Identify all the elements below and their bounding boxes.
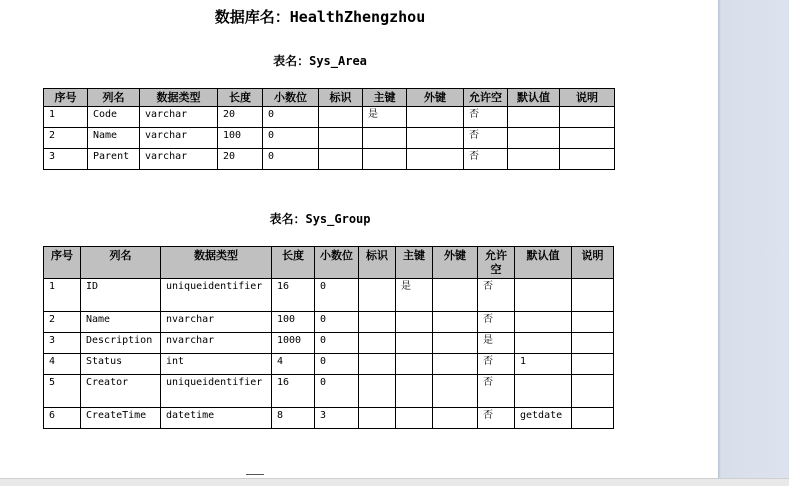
schema-table-sys-area [43, 88, 615, 170]
table-cell: 2 [44, 312, 81, 333]
table-cell [572, 375, 614, 408]
header-cell: 允许空 [478, 247, 515, 279]
table-cell: 1 [44, 279, 81, 312]
table-cell: 8 [272, 408, 315, 429]
header-cell: 小数位 [315, 247, 359, 279]
table-cell [396, 312, 433, 333]
table-cell: 是 [363, 107, 407, 128]
table-cell: ID [81, 279, 161, 312]
table-cell: Name [88, 128, 140, 149]
header-cell: 允许空 [464, 89, 508, 107]
table-cell: Name [81, 312, 161, 333]
table-cell [359, 279, 396, 312]
table-cell [433, 312, 478, 333]
table-cell: 4 [44, 354, 81, 375]
table-row [44, 149, 615, 170]
table-cell [359, 408, 396, 429]
table-cell [359, 375, 396, 408]
table-cell: 0 [315, 279, 359, 312]
table-cell: 5 [44, 375, 81, 408]
table-cell [359, 312, 396, 333]
table-cell [572, 408, 614, 429]
table-cell: 否 [478, 375, 515, 408]
table-cell [407, 149, 464, 170]
table-cell [433, 279, 478, 312]
table-cell [359, 333, 396, 354]
table-cell: 1 [44, 107, 88, 128]
table-row [44, 128, 615, 149]
header-cell: 说明 [572, 247, 614, 279]
table-cell [363, 149, 407, 170]
header-cell: 标识 [319, 89, 363, 107]
table-cell: 是 [396, 279, 433, 312]
table-cell [319, 107, 363, 128]
table-cell: 0 [315, 354, 359, 375]
table-row [44, 312, 614, 333]
table-cell [396, 375, 433, 408]
table-cell [396, 333, 433, 354]
table-cell: 4 [272, 354, 315, 375]
table-cell [396, 408, 433, 429]
table-cell: CreateTime [81, 408, 161, 429]
table-cell: Parent [88, 149, 140, 170]
table-header-row [44, 89, 615, 107]
table-cell: 16 [272, 279, 315, 312]
table-cell: 是 [478, 333, 515, 354]
table-row [44, 107, 615, 128]
table-cell: Description [81, 333, 161, 354]
table-cell: varchar [140, 149, 218, 170]
header-cell: 默认值 [515, 247, 572, 279]
table-cell [433, 333, 478, 354]
header-cell: 长度 [272, 247, 315, 279]
table-cell [560, 128, 615, 149]
table-cell: varchar [140, 107, 218, 128]
table-cell [433, 375, 478, 408]
table-header-row [44, 247, 614, 279]
table-cell: 16 [272, 375, 315, 408]
table-cell [407, 128, 464, 149]
table-row [44, 354, 614, 375]
table-cell [363, 128, 407, 149]
header-cell: 说明 [560, 89, 615, 107]
table-cell [508, 107, 560, 128]
header-cell: 主键 [363, 89, 407, 107]
header-cell: 默认值 [508, 89, 560, 107]
table-cell: 1000 [272, 333, 315, 354]
table-cell [515, 279, 572, 312]
table-cell: Status [81, 354, 161, 375]
table-cell: uniqueidentifier [161, 279, 272, 312]
table-cell: 否 [478, 354, 515, 375]
table-row [44, 408, 614, 429]
table-row [44, 279, 614, 312]
table-cell: nvarchar [161, 312, 272, 333]
table-cell: Code [88, 107, 140, 128]
table-cell: 3 [44, 149, 88, 170]
table-title-sys-group: 表名：Sys_Group [269, 212, 371, 226]
table-cell [560, 149, 615, 170]
table-cell [572, 312, 614, 333]
table-cell: 否 [464, 128, 508, 149]
horizontal-scrollbar[interactable] [0, 478, 789, 486]
table-cell: getdate [515, 408, 572, 429]
schema-table-sys-group [43, 246, 614, 429]
table-cell: 0 [315, 333, 359, 354]
header-cell: 主键 [396, 247, 433, 279]
header-cell: 标识 [359, 247, 396, 279]
table-cell: 20 [218, 107, 263, 128]
table-cell: datetime [161, 408, 272, 429]
header-cell: 列名 [81, 247, 161, 279]
table-cell: Creator [81, 375, 161, 408]
table-cell: 否 [464, 149, 508, 170]
table-cell: 0 [315, 312, 359, 333]
table-cell: 20 [218, 149, 263, 170]
database-title: 数据库名：HealthZhengzhou [214, 8, 426, 26]
table-cell [515, 312, 572, 333]
table-cell: 1 [515, 354, 572, 375]
table-cell: 否 [464, 107, 508, 128]
table-cell [572, 333, 614, 354]
table-cell [572, 279, 614, 312]
table-title-sys-area: 表名：Sys_Area [273, 54, 367, 68]
table-cell: 否 [478, 279, 515, 312]
table-cell: 3 [44, 333, 81, 354]
table-cell [407, 107, 464, 128]
table-cell [515, 375, 572, 408]
header-cell: 小数位 [263, 89, 319, 107]
table-cell: 100 [218, 128, 263, 149]
table-cell: nvarchar [161, 333, 272, 354]
table-cell: 100 [272, 312, 315, 333]
header-cell: 外键 [407, 89, 464, 107]
table-cell: 6 [44, 408, 81, 429]
header-cell: 长度 [218, 89, 263, 107]
table-row [44, 375, 614, 408]
table-cell [319, 128, 363, 149]
header-cell: 数据类型 [140, 89, 218, 107]
table-cell [433, 354, 478, 375]
table-row [44, 333, 614, 354]
header-cell: 序号 [44, 247, 81, 279]
header-cell: 数据类型 [161, 247, 272, 279]
table-cell [359, 354, 396, 375]
table-cell [396, 354, 433, 375]
table-cell: uniqueidentifier [161, 375, 272, 408]
header-cell: 列名 [88, 89, 140, 107]
table-cell: 0 [263, 128, 319, 149]
table-cell: 2 [44, 128, 88, 149]
table-cell: 3 [315, 408, 359, 429]
table-cell: 0 [315, 375, 359, 408]
table-cell: varchar [140, 128, 218, 149]
table-cell [433, 408, 478, 429]
table-cell [508, 128, 560, 149]
table-cell [560, 107, 615, 128]
table-cell [515, 333, 572, 354]
table-cell: 否 [478, 408, 515, 429]
table-cell [572, 354, 614, 375]
table-cell: int [161, 354, 272, 375]
header-cell: 序号 [44, 89, 88, 107]
table-cell: 0 [263, 107, 319, 128]
table-cell: 0 [263, 149, 319, 170]
table-cell: 否 [478, 312, 515, 333]
table-cell [319, 149, 363, 170]
header-cell: 外键 [433, 247, 478, 279]
table-cell [508, 149, 560, 170]
window-side-panel [718, 0, 789, 478]
